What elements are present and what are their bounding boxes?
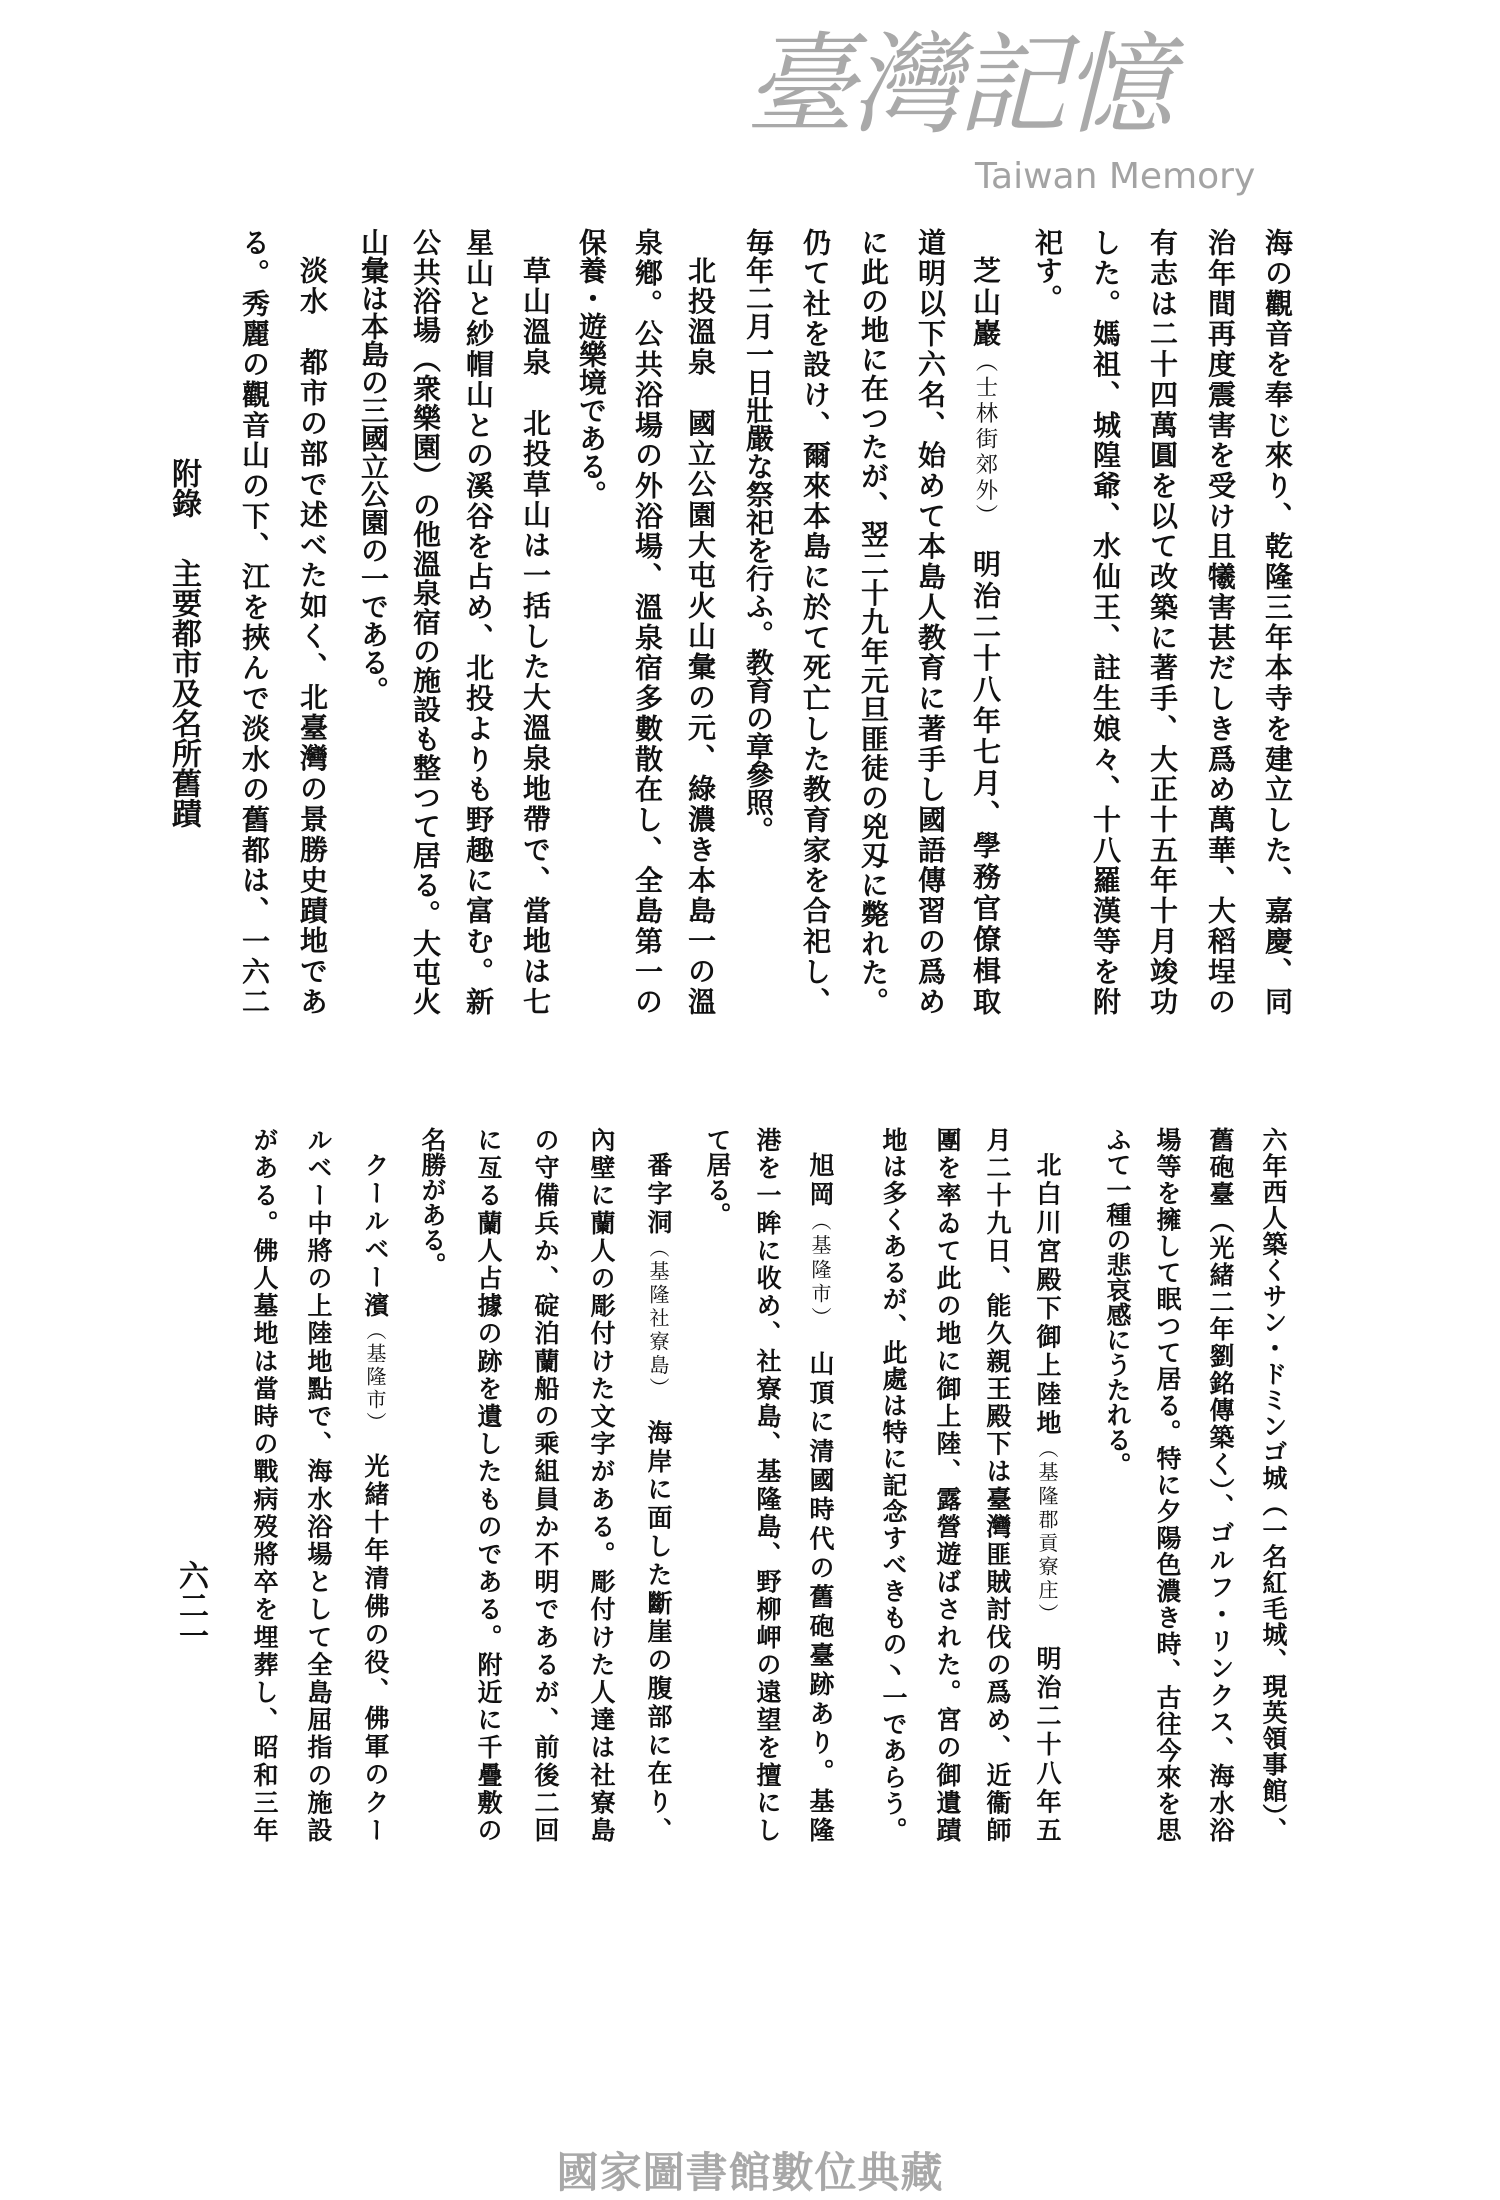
text-line — [468, 1127, 508, 1842]
entry-location: （基隆市） — [808, 1210, 832, 1322]
text-line — [1097, 1127, 1137, 1842]
text-line — [977, 1127, 1017, 1842]
entry-heading-line — [1027, 1127, 1067, 1842]
line-text: 星山と紗帽山との溪谷を占め、北投よりも野趣に富む。新 — [462, 228, 495, 1015]
line-text: 光緒十年清佛の役、佛軍のクー — [361, 1425, 390, 1842]
text-line — [525, 1127, 565, 1842]
line-text: 內壁に蘭人の彫付けた文字がある。彫付けた人達は社寮島 — [587, 1127, 616, 1842]
text-line — [795, 228, 835, 1015]
line-text: 海岸に面した斷崖の腹部に在り、 — [644, 1391, 673, 1843]
entry-title: 北投溫泉 — [684, 256, 717, 378]
text-line — [747, 1127, 787, 1842]
entry-location: （基隆社寮島） — [646, 1237, 670, 1392]
entry-location: （基隆郡貢寮庄） — [1035, 1438, 1059, 1617]
entry-title: 旭岡 — [806, 1152, 835, 1211]
watermark-logo: 臺灣記憶 — [745, 21, 1169, 149]
line-text: 公共浴場（衆樂園）の他溫泉宿の施設も整つて居る。大屯火 — [409, 228, 442, 1015]
line-text: ルベー中將の上陸地點で、海水浴場として全島屈指の施設 — [304, 1127, 333, 1842]
text-line — [1200, 1127, 1240, 1842]
entry-heading-line — [638, 1127, 678, 1842]
line-text: 地は多くあるが、此處は特に記念すべきもの丶一であらう。 — [879, 1127, 908, 1842]
entry-location: （基隆市） — [363, 1320, 387, 1425]
text-line — [412, 1127, 452, 1842]
footer-credit: 國家圖書館數位典藏 — [556, 2148, 944, 2197]
line-text: 明治二十八年五 — [1033, 1616, 1062, 1843]
text-line — [910, 228, 950, 1015]
text-line — [1142, 228, 1182, 1015]
header-title: 附錄 — [166, 458, 201, 518]
line-text: の守備兵か、碇泊蘭船の乘組員か不明であるが、前後二回 — [531, 1127, 560, 1842]
line-text: に亙る蘭人占據の跡を遺したものである。附近に千疊敷の — [474, 1127, 503, 1842]
line-text: 祀す。 — [1031, 228, 1064, 312]
text-line — [1147, 1127, 1187, 1842]
line-text: 月二十九日、能久親王殿下は臺灣匪賊討伐の爲め、近衞師 — [983, 1127, 1012, 1842]
text-line — [298, 1127, 338, 1842]
line-text: 山彙は本島の三國立公園の一である。 — [357, 228, 390, 704]
line-text: ふて一種の悲哀感にうたれる。 — [1103, 1127, 1132, 1477]
entry-heading-line — [515, 228, 555, 1015]
page-number: 六二一 — [173, 1560, 208, 1650]
line-text: 山頂に清國時代の舊砲臺跡あり。基隆 — [806, 1321, 835, 1843]
text-line — [1200, 228, 1240, 1015]
line-text: 泉鄕。公共浴場の外浴場、溫泉宿多數散在し、全島第一の — [631, 228, 664, 1015]
line-text: 毎年二月一日壯嚴な祭祀を行ふ。教育の章參照。 — [742, 228, 775, 844]
line-text: 道明以下六名、始めて本島人教育に著手し國語傳習の爲め — [914, 228, 947, 1015]
line-text: 舊砲臺（光緒二年劉銘傳築く）、ゴルフ・リンクス、海水浴 — [1206, 1127, 1235, 1842]
line-text: 國立公園大屯火山彙の元、綠濃き本島一の溫 — [684, 377, 717, 1016]
line-text: 海の觀音を奉じ來り、乾隆三年本寺を建立した、嘉慶、同 — [1261, 228, 1294, 1015]
entry-heading-line — [800, 1127, 840, 1842]
entry-title: 芝山巖 — [969, 256, 1002, 350]
text-line — [1257, 228, 1297, 1015]
line-text: 有志は二十四萬圓を以て改築に著手、大正十五年十月竣功 — [1146, 228, 1179, 1015]
text-line — [873, 1127, 913, 1842]
text-line — [458, 228, 498, 1015]
entry-title: 淡水 — [296, 256, 329, 317]
watermark-text: Taiwan Memory — [975, 156, 1256, 197]
text-line — [1027, 228, 1067, 1015]
text-line — [927, 1127, 967, 1842]
text-line — [581, 1127, 621, 1842]
text-line — [405, 228, 445, 1015]
line-text: て居る。 — [703, 1127, 732, 1227]
line-text: 場等を擁して眠つて居る。特に夕陽色濃き時、古往今來を思 — [1153, 1127, 1182, 1842]
text-line — [738, 228, 778, 1015]
text-line — [353, 228, 393, 1015]
entry-heading-line — [292, 228, 332, 1015]
line-text: がある。佛人墓地は當時の戰病歿將卒を埋葬し、昭和三年 — [250, 1127, 279, 1842]
line-text: 六年西人築くサン・ドミンゴ城（一名紅毛城、現英領事館）、 — [1259, 1127, 1288, 1842]
text-line — [1085, 228, 1125, 1015]
line-text: 港を一眸に收め、社寮島、基隆島、野柳岬の遠望を擅にし — [753, 1127, 782, 1842]
entry-heading-line — [965, 228, 1005, 1015]
line-text: した。媽祖、城隍爺、水仙王、註生娘々、十八羅漢等を附 — [1089, 228, 1122, 1015]
text-line — [697, 1127, 737, 1842]
entry-title: 北白川宮殿下御上陸地 — [1033, 1152, 1062, 1438]
header-subtitle: 主要都市及名所舊蹟 — [166, 558, 201, 828]
text-line — [571, 228, 611, 1015]
line-text: る。秀麗の觀音山の下、江を挾んで淡水の舊都は、一六二 — [238, 228, 271, 1015]
entry-title: 番字洞 — [644, 1152, 673, 1238]
line-text: に此の地に在つたが、翌二十九年元旦匪徒の兇刄に斃れた。 — [857, 228, 890, 1015]
line-text: 都市の部で述べた如く、北臺灣の景勝史蹟地であ — [296, 316, 329, 1016]
line-text: 仍て社を設け、爾來本島に於て死亡した教育家を合祀し、 — [799, 228, 832, 1015]
text-line — [853, 228, 893, 1015]
line-text: 保養・遊樂境である。 — [575, 228, 608, 508]
running-header — [163, 458, 203, 828]
text-line — [244, 1127, 284, 1842]
entry-title: 草山溫泉 — [519, 256, 552, 378]
entry-heading-line — [355, 1127, 395, 1842]
line-text: 名勝がある。 — [418, 1127, 447, 1277]
entry-title: クールベー濱 — [361, 1152, 390, 1320]
line-text: 北投草山は一括した大溫泉地帶で、當地は七 — [519, 377, 552, 1016]
text-line — [627, 228, 667, 1015]
entry-location: （士林街郊外） — [972, 349, 998, 519]
entry-heading-line — [680, 228, 720, 1015]
line-text: 治年間再度震害を受け且犧害甚だしき爲め萬華、大稻埕の — [1204, 228, 1237, 1015]
text-line — [1253, 1127, 1293, 1842]
line-text: 明治二十八年七月、學務官僚楫取 — [969, 518, 1002, 1016]
line-text: 團を率ゐて此の地に御上陸、露營遊ばされた。宮の御遺蹟 — [933, 1127, 962, 1842]
text-line — [234, 228, 274, 1015]
